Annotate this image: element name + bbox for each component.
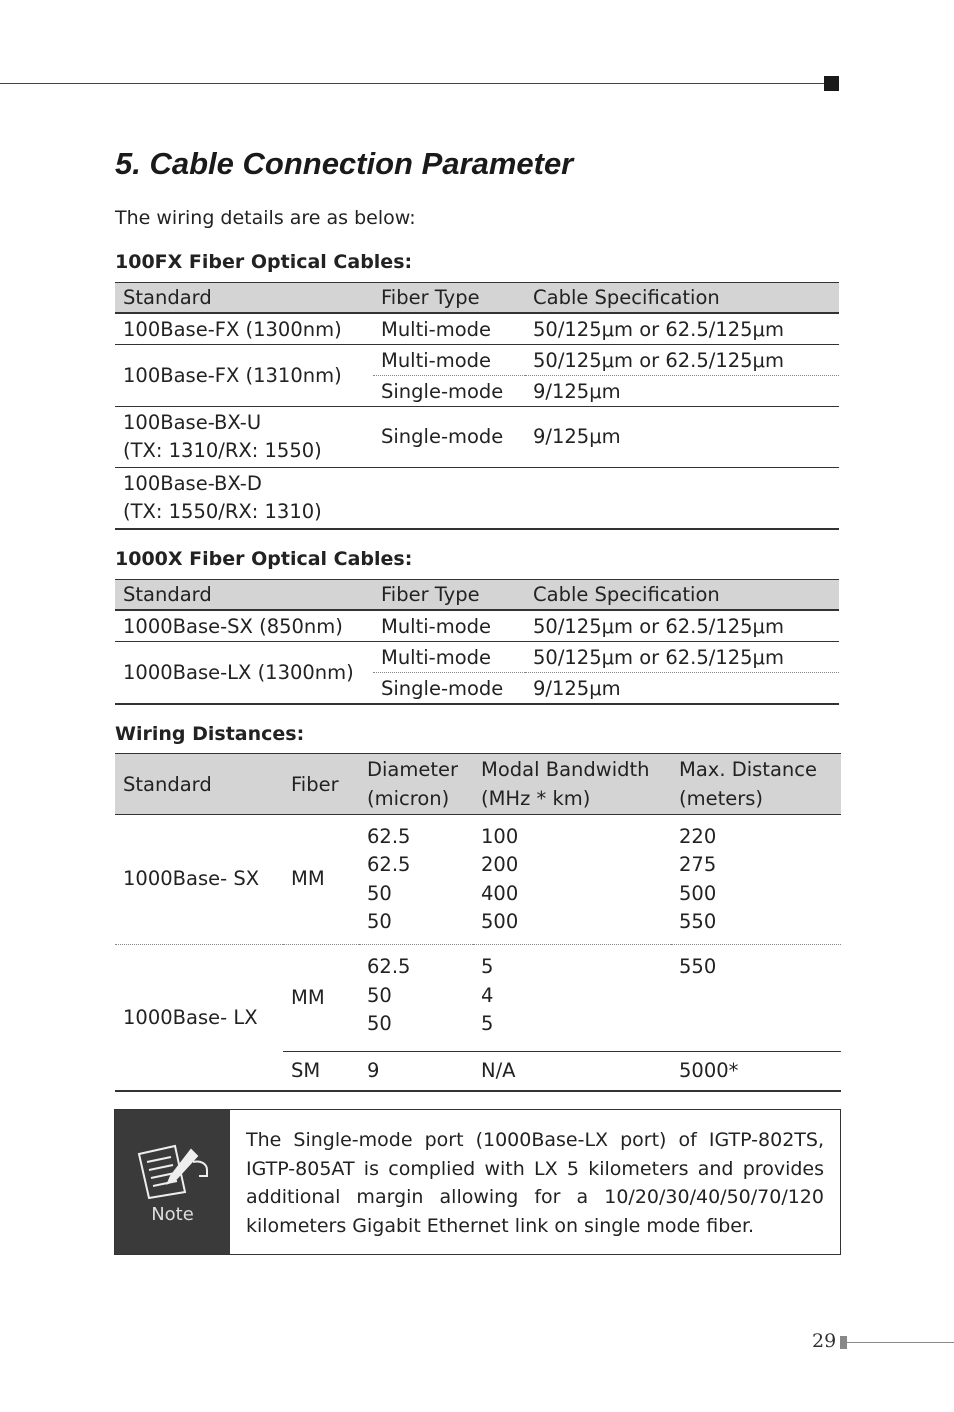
cell-standard: 1000Base-LX (1300nm) [115,642,373,705]
table-wiring-distances [115,753,841,1092]
table-row [115,945,841,1052]
cell-cable-spec: 50/125μm or 62.5/125μm [525,345,839,376]
table-row [115,345,839,376]
cell-max-distance: 220 275 500 550 [679,824,717,933]
cell-modal-bandwidth: 100 200 400 500 [481,824,519,933]
cell-standard: 100Base-FX (1310nm) [115,345,373,407]
table-header-row [115,283,839,314]
cell-standard: 1000Base- LX [115,945,283,1092]
table-row [115,313,839,345]
cell-modal-bandwidth: N/A [473,1052,671,1092]
col-header-fiber: Fiber [283,754,359,815]
table-100fx [115,282,839,530]
col-header-modal-bandwidth: Modal Bandwidth (MHz * km) [473,754,671,815]
cell-modal-bandwidth: 5 4 5 [473,945,671,1052]
note-label: Note [151,1204,194,1225]
header-square-marker [824,76,839,91]
col-header-max-distance: Max. Distance (meters) [671,754,841,815]
cell-fiber-type: Multi-mode [381,317,492,341]
cell-fiber-type: Single-mode [373,673,525,705]
cell-fiber-type: Single-mode [373,376,525,407]
table-row [115,610,839,642]
col-header-standard: Standard [115,754,283,815]
cell-fiber-type: Multi-mode [373,345,525,376]
cell-diameter: 62.5 62.5 50 50 [367,824,411,933]
table-1000x [115,579,839,705]
cell-diameter: 62.5 50 50 [359,945,473,1052]
col-header-cable-spec: Cable Specification [525,580,839,611]
cell-cable-spec: 9/125μm [525,407,839,468]
section-heading-wiring-distances: Wiring Distances: [115,723,305,745]
table-row [115,468,839,530]
table-row [115,815,841,945]
table-row [115,642,839,673]
col-header-diameter: Diameter (micron) [359,754,473,815]
cell-cable-spec: 50/125μm or 62.5/125μm [533,317,784,341]
intro-text: The wiring details are as below: [115,207,416,229]
note-text: The Single-mode port (1000Base-LX port) of IGTP-802TS, IGTP-805AT is complied with LX 5 kilometers and provides additional margin allowing for a 10/20/30/40/50/70/120 kilometers Gigabit Ethernet link on single mode fiber. [246,1129,824,1237]
cell-standard: 1000Base-SX (850nm) [123,614,343,638]
cell-cable-spec: 50/125μm or 62.5/125μm [525,642,839,673]
section-heading-1000x: 1000X Fiber Optical Cables: [115,548,413,570]
col-header-standard: Standard [115,580,373,611]
footer-rule [847,1342,954,1343]
cell-cable-spec: 50/125μm or 62.5/125μm [533,614,784,638]
cell-cable-spec [525,468,839,530]
page-title: 5. Cable Connection Parameter [115,146,574,181]
note-sidebar [115,1110,230,1254]
cell-fiber: SM [283,1052,359,1092]
cell-cable-spec: 9/125μm [525,673,839,705]
section-heading-100fx: 100FX Fiber Optical Cables: [115,251,413,273]
cell-standard: 100Base-FX (1300nm) [123,317,342,341]
cell-fiber-type: Single-mode [373,407,525,468]
cell-fiber-type: Multi-mode [381,614,492,638]
cell-fiber-type [373,468,525,530]
cell-max-distance: 550 [671,945,841,1052]
cell-standard: 100Base-BX-D (TX: 1550/RX: 1310) [115,468,373,530]
header-rule [0,83,826,84]
cell-fiber: MM [283,945,359,1052]
cell-cable-spec: 9/125μm [525,376,839,407]
cell-fiber-type: Multi-mode [373,642,525,673]
cell-standard: 100Base-BX-U (TX: 1310/RX: 1550) [115,407,373,468]
page-number: 29 [812,1330,837,1352]
col-header-cable-spec: Cable Specification [525,283,839,314]
table-header-row [115,754,841,815]
note-box [114,1109,841,1255]
cell-diameter: 9 [359,1052,473,1092]
cell-standard: 1000Base- SX [123,867,260,891]
table-row [115,407,839,468]
table-header-row [115,580,839,611]
note-pencil-icon [135,1140,211,1200]
col-header-fiber-type: Fiber Type [373,580,525,611]
footer-marker [840,1336,847,1349]
cell-fiber: MM [291,867,325,891]
col-header-fiber-type: Fiber Type [373,283,525,314]
cell-max-distance: 5000* [671,1052,841,1092]
col-header-standard: Standard [115,283,373,314]
